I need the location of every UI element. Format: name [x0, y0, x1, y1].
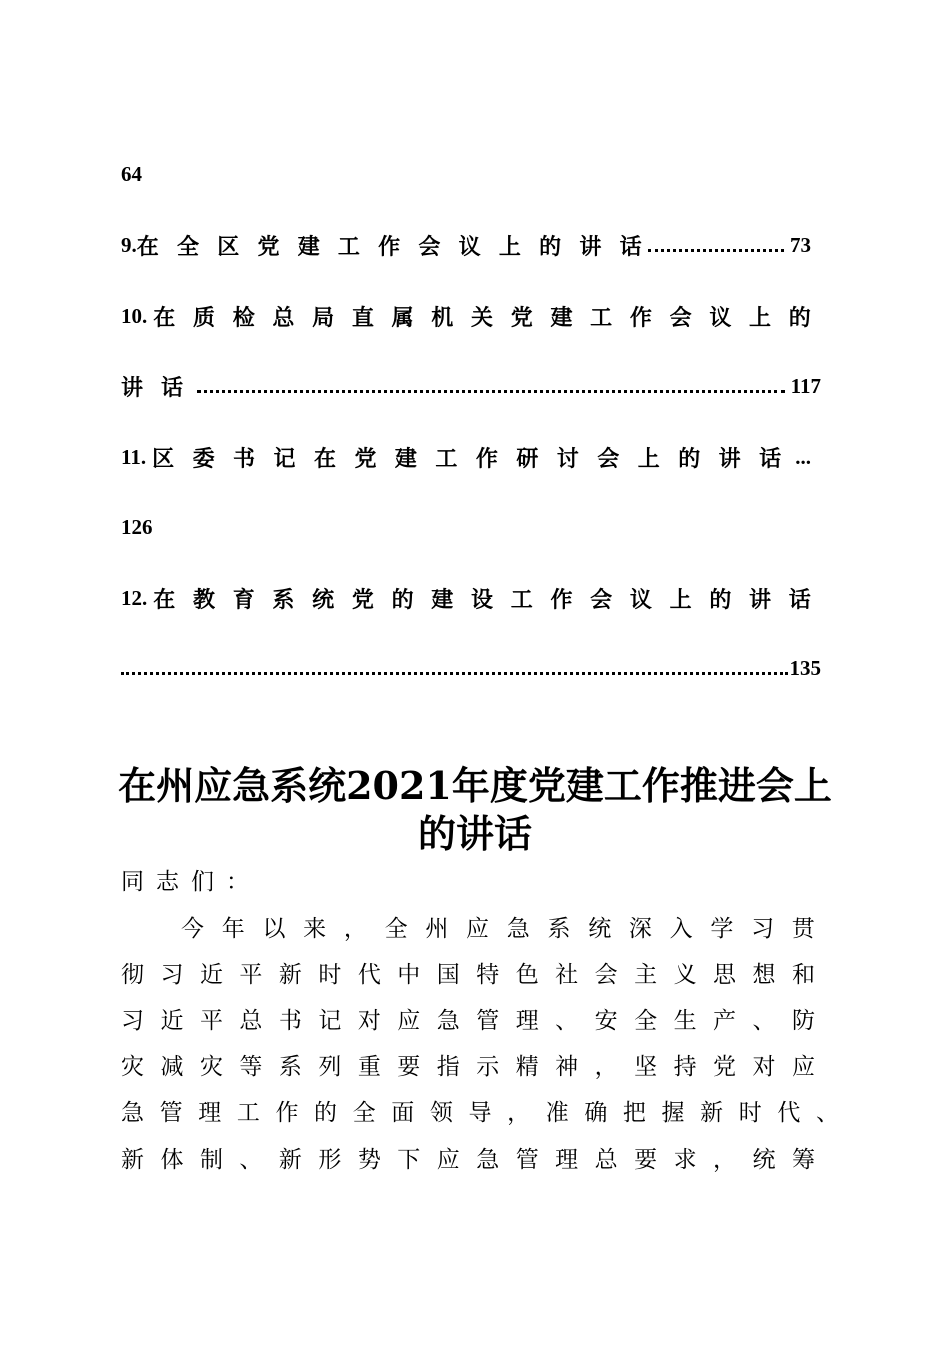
body-line-4: 灾 减 灾 等 系 列 重 要 指 示 精 神 ， 坚 持 党 对 应 [121, 1053, 815, 1080]
body-line-1: 今 年 以 来 ， 全 州 应 急 系 统 深 入 学 习 贯 [181, 915, 815, 942]
toc-entry-12[interactable] [121, 581, 811, 615]
article-title-line-1: 在州应急系统2021年度党建工作推进会上 [118, 763, 832, 808]
toc-entry-number: 12. [121, 585, 148, 610]
toc-entry-10-continued[interactable] [121, 369, 821, 403]
toc-leader-dots [121, 657, 788, 679]
toc-page-number-only [121, 510, 821, 544]
toc-page-number: 64 [121, 161, 142, 186]
toc-entry-10[interactable] [121, 299, 811, 333]
body-line-6: 新 体 制 、 新 形 势 下 应 急 管 理 总 要 求 ， 统 筹 [121, 1146, 815, 1173]
toc-entry-title: 讲 话 [121, 374, 183, 401]
toc-ellipsis: ... [795, 444, 811, 469]
toc-entry-9[interactable] [121, 228, 811, 262]
toc-page-number: 135 [789, 655, 821, 680]
toc-entry-title: 在 质 检 总 局 直 属 机 关 党 建 工 作 会 议 上 的 [153, 304, 811, 331]
toc-leader-dots [197, 375, 785, 397]
body-line-3: 习 近 平 总 书 记 对 应 急 管 理 、 安 全 生 产 、 防 [121, 1007, 815, 1034]
salutation: 同 志 们 ： [121, 868, 249, 895]
toc-page-number: 117 [790, 373, 821, 398]
toc-entry-number: 10. [121, 303, 148, 328]
toc-page-number: 126 [121, 514, 153, 539]
body-line-5: 急 管 理 工 作 的 全 面 领 导 ， 准 确 把 握 新 时 代 、 [121, 1099, 839, 1126]
toc-entry-number: 11. [121, 444, 147, 469]
toc-entry-title: 在 教 育 系 统 党 的 建 设 工 作 会 议 上 的 讲 话 [153, 586, 811, 613]
toc-entry-12-continued[interactable] [121, 651, 821, 685]
toc-entry-title: 区 委 书 记 在 党 建 工 作 研 讨 会 上 的 讲 话 [152, 445, 782, 472]
article-title-line-2: 的讲话 [417, 811, 532, 856]
toc-page-number-only [121, 157, 821, 191]
toc-leader-dots [648, 234, 784, 256]
toc-entry-11[interactable] [121, 440, 811, 474]
body-line-2: 彻 习 近 平 新 时 代 中 国 特 色 社 会 主 义 思 想 和 [121, 961, 815, 988]
toc-entry-title: 在 全 区 党 建 工 作 会 议 上 的 讲 话 [136, 233, 642, 260]
toc-entry-number: 9. [121, 232, 137, 257]
toc-page-number: 73 [790, 232, 811, 257]
